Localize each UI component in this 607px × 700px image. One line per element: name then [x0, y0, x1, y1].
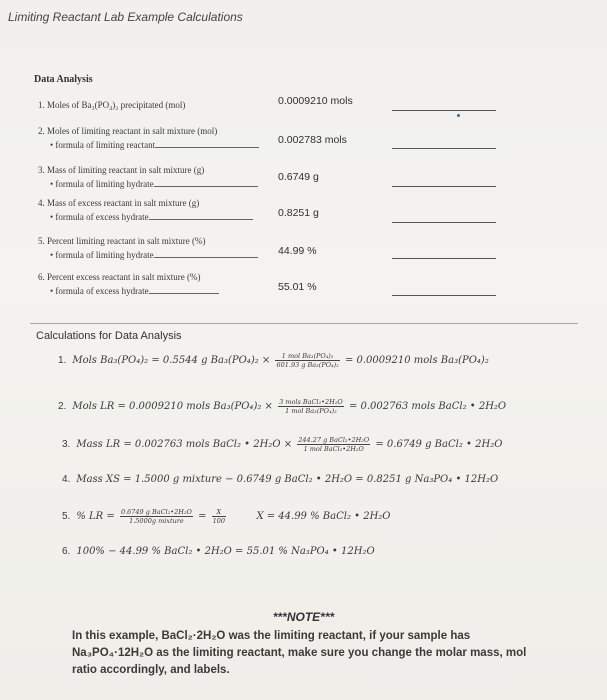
data-item-value: 44.99 %	[278, 245, 317, 257]
conversion-fraction: $\frac{\text{1 mol Ba₃(PO₄)₂}}{\text{601.93 g Ba₃(PO₄)₂}}$	[276, 352, 339, 369]
data-item-5	[38, 234, 258, 262]
equation-text: % LR =	[76, 511, 115, 522]
percent-fraction: $\frac{\text{0.6749 g BaCl₂•2H₂O}}{\text{1.5000g mixture}}$	[120, 508, 192, 525]
equation-result: = 0.002763 mols BaCl₂ • 2H₂O	[348, 401, 507, 412]
equation-result: = 0.0009210 mols Ba₃(PO₄)₂	[344, 355, 489, 366]
blank-line	[149, 284, 219, 294]
equation-number: 6.	[62, 546, 71, 557]
equation-text: 100% − 44.99 % BaCl₂ • 2H₂O = 55.01 % Na₃PO₄ • 12H₂O	[76, 546, 375, 557]
data-item-label: 2. Moles of limiting reactant in salt mixture (mol)	[38, 126, 218, 136]
data-item-label: 5. Percent limiting reactant in salt mixture (%)	[38, 236, 206, 246]
calc-equation-1	[58, 352, 489, 369]
equation-text: Mass LR = 0.002763 mols BaCl₂ • 2H₂O ×	[76, 439, 293, 450]
conversion-fraction: $\frac{\text{3 mols BaCl₂•2H₂O}}{\text{1 mol Ba₃(PO₄)₂}}$	[279, 398, 343, 415]
data-item-1	[38, 98, 185, 112]
proportion-fraction: $\frac{X}{100}$	[212, 508, 226, 525]
data-item-sub: • formula of limiting reactant	[50, 140, 156, 150]
equation-number: 4.	[62, 474, 71, 485]
calc-equation-5	[62, 508, 391, 525]
data-item-label: 6. Percent excess reactant in salt mixture (%)	[38, 272, 201, 282]
data-item-label: 1. Moles of Ba₃(PO₄)₂ precipitated (mol)	[38, 100, 186, 110]
data-item-sub: • formula of excess hydrate	[50, 212, 149, 222]
data-item-value: 0.002783 mols	[278, 134, 347, 146]
equation-text: Mols Ba₃(PO₄)₂ = 0.5544 g Ba₃(PO₄)₂ ×	[72, 355, 271, 366]
data-item-value: 0.8251 g	[278, 207, 319, 219]
blank-line	[154, 248, 258, 258]
answer-line	[392, 110, 496, 111]
equation-text: Mols LR = 0.0009210 mols Ba₃(PO₄)₂ ×	[72, 401, 273, 412]
conversion-fraction: $\frac{\text{244.27 g BaCl₂•2H₂O}}{\text{1 mol BaCl₂•2H₂O}}$	[298, 436, 370, 453]
data-item-label: 4. Mass of excess reactant in salt mixture (g)	[38, 198, 200, 208]
blank-line	[154, 177, 258, 187]
note-heading: ***NOTE***	[272, 610, 335, 624]
data-item-4	[38, 196, 253, 224]
equation-number: 2.	[58, 401, 67, 412]
equation-result: = 0.6749 g BaCl₂ • 2H₂O	[375, 439, 503, 450]
equation-result: X = 44.99 % BaCl₂ • 2H₂O	[256, 511, 391, 522]
calc-equation-6	[62, 546, 375, 557]
equation-number: 1.	[58, 355, 67, 366]
answer-line	[392, 148, 496, 149]
data-analysis-heading: Data Analysis	[34, 74, 93, 85]
ink-dot	[457, 114, 460, 117]
answer-line	[392, 295, 496, 296]
answer-line	[392, 258, 496, 259]
data-item-3	[38, 163, 258, 191]
blank-line	[155, 138, 259, 148]
data-item-sub: • formula of limiting hydrate	[50, 179, 154, 189]
equation-text: Mass XS = 1.5000 g mixture − 0.6749 g BaCl₂ • 2H₂O = 0.8251 g Na₃PO₄ • 12H₂O	[76, 474, 499, 485]
data-item-sub: • formula of limiting hydrate	[50, 250, 154, 260]
data-item-sub: • formula of excess hydrate	[50, 286, 149, 296]
equals-sign: =	[198, 511, 207, 522]
calc-equation-3	[62, 436, 502, 453]
note-text: In this example, BaCl₂·2H₂O was the limiting reactant, if your sample has Na₃PO₄·12H₂O as the limiting reactant, make sure you change the molar mass, mol ratio accordingly, and labels.	[72, 630, 527, 676]
data-item-6	[38, 270, 219, 298]
calc-equation-2	[58, 398, 506, 415]
data-item-2	[38, 124, 259, 152]
answer-line	[392, 186, 496, 187]
equation-number: 5.	[62, 511, 71, 522]
blank-line	[149, 210, 253, 220]
calculations-heading: Calculations for Data Analysis	[36, 330, 182, 342]
equation-number: 3.	[62, 439, 71, 450]
calc-equation-4	[62, 474, 498, 485]
page-title: Limiting Reactant Lab Example Calculations	[8, 10, 243, 24]
data-item-value: 0.0009210 mols	[278, 95, 353, 107]
data-item-value: 0.6749 g	[278, 171, 319, 183]
answer-line	[392, 222, 496, 223]
section-divider	[30, 323, 578, 324]
data-item-label: 3. Mass of limiting reactant in salt mixture (g)	[38, 165, 205, 175]
data-item-value: 55.01 %	[278, 281, 317, 293]
